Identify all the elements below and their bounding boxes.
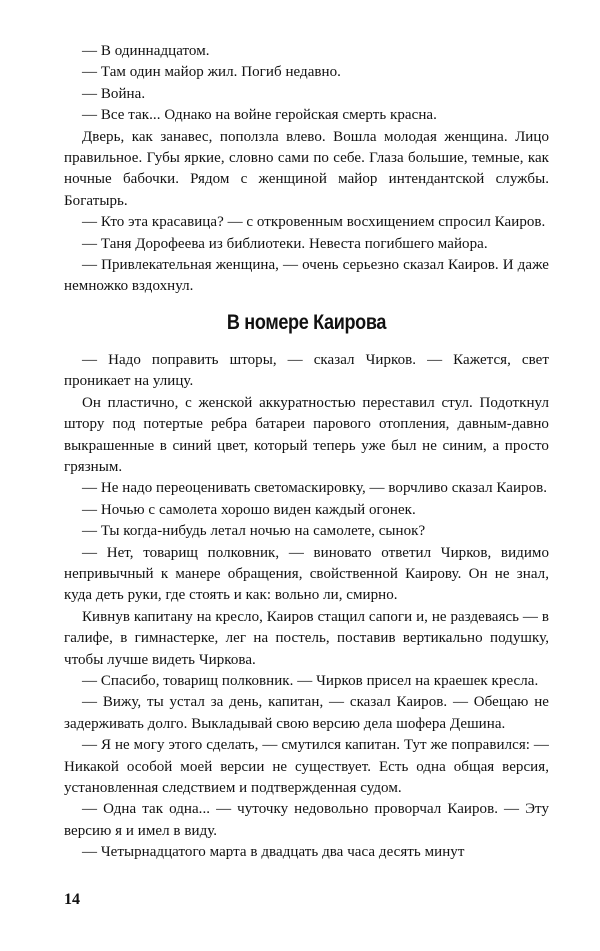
page-body <box>64 41 549 864</box>
paragraph: — Привлекательная женщина, — очень серьезно сказал Каиров. И даже немножко вздохнул. <box>64 257 549 295</box>
paragraph: — Одна так одна... — чуточку недовольно проворчал Каиров. — Эту версию я и имел в виду. <box>64 801 549 839</box>
paragraph: — В одиннадцатом. <box>82 43 210 59</box>
paragraph: — Ты когда-нибудь летал ночью на самолете, сынок? <box>82 523 426 540</box>
paragraph: — Война. <box>82 85 146 102</box>
paragraph: Дверь, как занавес, поползла влево. Вошла молодая женщина. Лицо правильное. Губы яркие, словно сами по себе. Глаза большие, темные, как ночные бабочки. Рядом с женщиной майор интендантской службы. Богатырь. <box>64 128 549 209</box>
paragraph: — Не надо переоценивать светомаскировку, — ворчливо сказал Каиров. <box>82 480 548 497</box>
paragraph: — Ночью с самолета хорошо виден каждый огонек. <box>82 501 416 518</box>
page-number: 14 <box>64 891 80 908</box>
paragraph: — Я не могу этого сделать, — смутился капитан. Тут же поправился: — Никакой особой моей версии не существует. Есть одна общая версия, установленная следствием и подтвержденная судом. <box>64 737 549 796</box>
paragraph: — Там один майор жил. Погиб недавно. <box>82 64 341 81</box>
paragraph: — Таня Дорофеева из библиотеки. Невеста погибшего майора. <box>82 235 488 252</box>
paragraph: — Все так... Однако на войне геройская смерть красна. <box>82 107 437 124</box>
paragraph: — Вижу, ты устал за день, капитан, — сказал Каиров. — Обещаю не задерживать долго. Выкладывай свою версию дела шофера Дешина. <box>64 694 549 732</box>
paragraph: — Спасибо, товарищ полковник. — Чирков присел на краешек кресла. <box>82 672 539 689</box>
paragraph: Кивнув капитану на кресло, Каиров стащил сапоги и, не раздеваясь — в галифе, в гимнастерке, лег на постель, поставив вертикально подушку, чтобы лучше видеть Чиркова. <box>64 608 549 668</box>
chapter-heading: В номере Каирова <box>226 310 387 334</box>
paragraph: — Надо поправить шторы, — сказал Чирков. — Кажется, свет проникает на улицу. <box>64 351 549 390</box>
paragraph: — Нет, товарищ полковник, — виновато ответил Чирков, видимо непривычный к манере обращения, свойственной Каирову. Он не знал, куда деть руки, где стоять и как: вольно ли, смирно. <box>64 544 549 604</box>
paragraph: Он пластично, с женской аккуратностью переставил стул. Подоткнул штору под потертые ребра батареи парового отопления, давным-давно выкрашенные в синий цвет, который теперь уже был не синим, а просто грязным. <box>64 394 549 475</box>
paragraph: — Четырнадцатого марта в двадцать два часа десять минут <box>82 844 465 861</box>
paragraph: — Кто эта красавица? — с откровенным восхищением спросил Каиров. <box>82 214 546 231</box>
